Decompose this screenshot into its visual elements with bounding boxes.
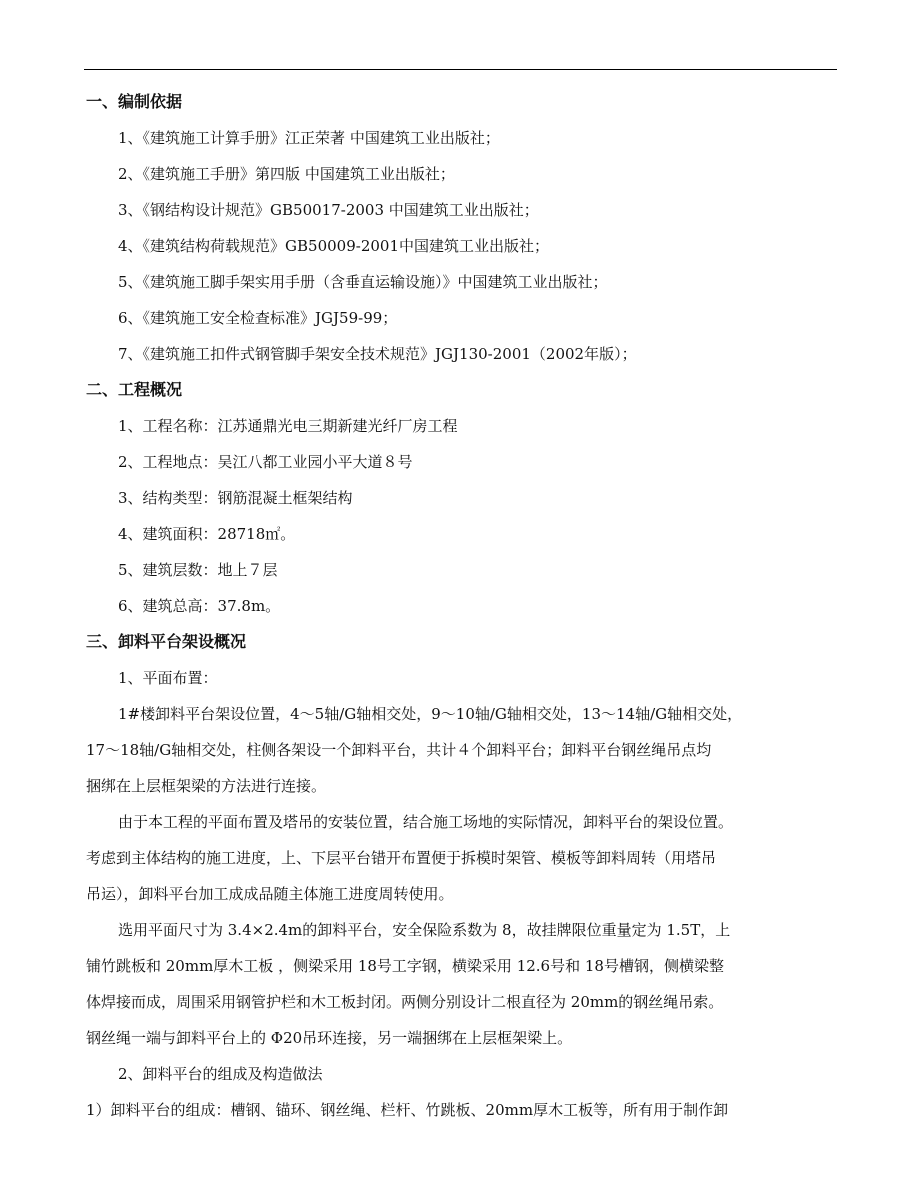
reference-item: 4、《建筑结构荷载规范》GB50009-2001中国建筑工业出版社； xyxy=(118,237,550,255)
section2-heading: 二、工程概况 xyxy=(86,380,183,399)
reference-item: 1、《建筑施工计算手册》江正荣著 中国建筑工业出版社； xyxy=(118,129,500,147)
overview-item: 6、建筑总高：37.8m。 xyxy=(118,597,281,615)
subheading-composition: 2、卸料平台的组成及构造做法 xyxy=(118,1065,323,1083)
section1-heading: 一、编制依据 xyxy=(86,92,183,111)
reference-item: 6、《建筑施工安全检查标准》JGJ59-99； xyxy=(118,309,398,327)
reference-item: 3、《钢结构设计规范》GB50017-2003 中国建筑工业出版社； xyxy=(118,201,539,219)
overview-item: 1、工程名称：江苏通鼎光电三期新建光纤厂房工程 xyxy=(118,417,458,435)
overview-item: 4、建筑面积：28718㎡。 xyxy=(118,525,296,543)
header-rule xyxy=(84,69,837,70)
overview-item: 2、工程地点：吴江八都工业园小平大道８号 xyxy=(118,453,413,471)
subheading-layout: 1、平面布置： xyxy=(118,669,218,687)
reference-item: 7、《建筑施工扣件式钢管脚手架安全技术规范》JGJ130-2001（2002年版）； xyxy=(118,345,637,363)
paragraph-arrangement: 由于本工程的平面布置及塔吊的安装位置，结合施工场地的实际情况，卸料平台的架设位置。 考虑到主体结构的施工进度，上、下层平台错开布置便于拆模时架管、模板等卸料周转（用塔吊 吊运），卸料平台加工成成品随主体施工进度周转使用。 xyxy=(86,813,734,903)
document-body xyxy=(86,84,838,1128)
paragraph-composition: 1）卸料平台的组成：槽钢、锚环、钢丝绳、栏杆、竹跳板、20mm厚木工板等，所有用于制作卸 xyxy=(86,1101,729,1119)
paragraph-platform-spec: 选用平面尺寸为 3.4×2.4m的卸料平台，安全保险系数为 8，故挂牌限位重量定为 1.5T，上 铺竹跳板和 20mm厚木工板 ，侧梁采用 18号工字钢，横梁采用 12.6号和 18号槽钢，侧横梁整 体焊接而成，周围采用钢管护栏和木工板封闭。两侧分别设计二根直径为 20mm的钢丝绳吊索。 钢丝绳一端与卸料平台上的 Φ20吊环连接，另一端捆绑在上层框架梁上。 xyxy=(86,921,731,1047)
reference-item: 2、《建筑施工手册》第四版 中国建筑工业出版社； xyxy=(118,165,455,183)
overview-item: 5、建筑层数：地上７层 xyxy=(118,561,278,579)
section3-heading: 三、卸料平台架设概况 xyxy=(86,632,247,651)
overview-item: 3、结构类型：钢筋混凝土框架结构 xyxy=(118,489,353,507)
reference-item: 5、《建筑施工脚手架实用手册（含垂直运输设施）》中国建筑工业出版社； xyxy=(118,273,608,291)
paragraph-layout-positions: 1#楼卸料平台架设位置，4～5轴/G轴相交处，9～10轴/G轴相交处，13～14轴/G轴相交处， 17～18轴/G轴相交处，柱侧各架设一个卸料平台，共计４个卸料平台；卸料平台钢丝绳吊点均 捆绑在上层框架梁的方法进行连接。 xyxy=(86,705,743,795)
